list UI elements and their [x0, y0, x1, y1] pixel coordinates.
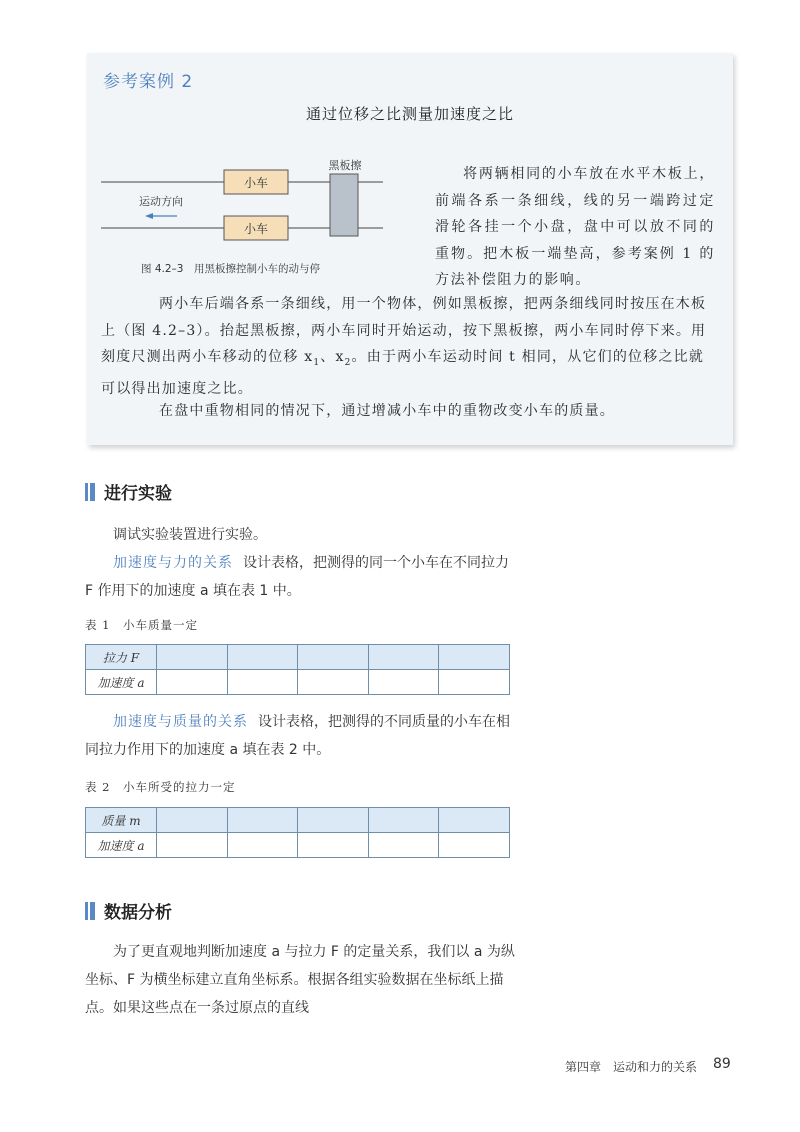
bottom-car-label: 小车	[243, 222, 269, 236]
table-row	[86, 645, 510, 670]
heading-bar-icon	[85, 483, 88, 501]
section-heading-experiment: 进行实验	[85, 479, 172, 504]
table1-caption: 表 1 小车质量一定	[85, 618, 198, 632]
experiment-intro: 调试实验装置进行实验。	[113, 527, 267, 543]
table-cell-header: 加速度 a	[86, 833, 157, 858]
table2	[85, 807, 510, 858]
direction-label: 运动方向	[139, 195, 183, 208]
table-cell-header: 质量 m	[86, 808, 157, 833]
mass-relation-paragraph: 加速度与质量的关系 设计表格，把测得的不同质量的小车在相同拉力作用下的加速度 a 填在表 2 中。	[85, 714, 510, 758]
case-side-paragraph: 将两辆相同的小车放在水平木板上，前端各系一条细线，线的另一端跨过定滑轮各挂一个小盘，盘中可以放不同的重物。把木板一端垫高，参考案例 1 的方法补偿阻力的影响。	[435, 166, 715, 288]
heading-bar-icon	[90, 902, 95, 920]
force-relation-keyword: 加速度与力的关系	[113, 555, 233, 571]
mass-relation-keyword: 加速度与质量的关系	[113, 714, 248, 730]
force-relation-paragraph: 加速度与力的关系 设计表格，把测得的同一个小车在不同拉力 F 作用下的加速度 a 填在表 1 中。	[85, 555, 509, 599]
table1	[85, 644, 510, 695]
section-heading-analysis: 数据分析	[85, 898, 172, 923]
table-cell-header: 拉力 F	[86, 645, 157, 670]
page-number: 89	[713, 1056, 731, 1072]
direction-arrow-icon	[145, 213, 153, 219]
eraser-label: 黑板擦	[328, 159, 362, 172]
case-paragraph-1: 两小车后端各系一条细线，用一个物体，例如黑板擦，把两条细线同时按压在木板上（图 4.2–3）。抬起黑板擦，两小车同时开始运动，按下黑板擦，两小车同时停下来。用刻度尺测出两小车移动的位移 $x_1$、$x_2$。由于两小车运动时间 t 相同，从它们的位移之比就可以得出加速度之比。	[101, 296, 707, 398]
figure-caption: 图 4.2–3 用黑板擦控制小车的动与停	[141, 263, 320, 275]
table-row	[86, 808, 510, 833]
case-label: 参考案例 2	[103, 72, 194, 92]
eraser-shape	[330, 174, 358, 236]
case-paragraph-2: 在盘中重物相同的情况下，通过增减小车中的重物改变小车的质量。	[159, 403, 615, 419]
heading-bar-icon	[85, 902, 88, 920]
reference-case-box	[87, 53, 733, 445]
table-cell-header: 加速度 a	[86, 670, 157, 695]
chapter-footer: 第四章 运动和力的关系	[565, 1060, 698, 1074]
heading-bar-icon	[90, 483, 95, 501]
case-title: 通过位移之比测量加速度之比	[305, 105, 514, 123]
top-car-label: 小车	[243, 176, 269, 190]
table2-caption: 表 2 小车所受的拉力一定	[85, 780, 236, 794]
analysis-paragraph: 为了更直观地判断加速度 a 与拉力 F 的定量关系，我们以 a 为纵坐标、F 为横坐标建立直角坐标系。根据各组实验数据在坐标纸上描点。如果这些点在一条过原点的直线	[85, 944, 515, 1016]
table-row	[86, 833, 510, 858]
table-row	[86, 670, 510, 695]
